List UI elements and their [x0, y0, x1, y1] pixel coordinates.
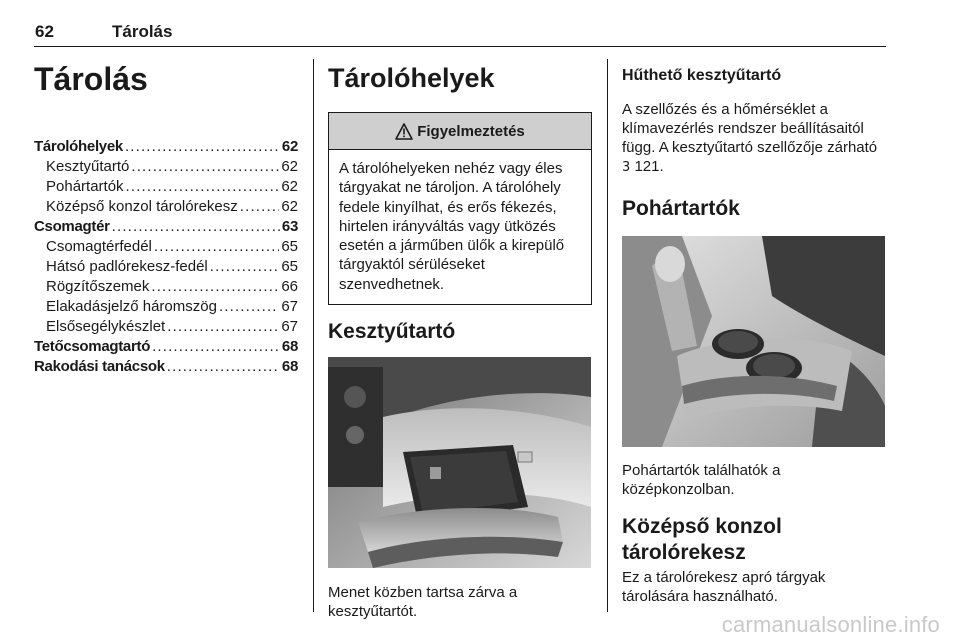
toc-entry-page: 63: [281, 218, 298, 235]
section-title-cooled-glovebox: Hűthető kesztyűtartó: [622, 67, 782, 84]
toc-entry-label: Kesztyűtartó: [46, 158, 130, 175]
toc-entry-page: 62: [281, 158, 298, 175]
toc-leader-dots: [240, 197, 280, 217]
toc-entry-page: 62: [281, 198, 298, 215]
column-divider-right: [607, 59, 608, 612]
toc-entry-label: Középső konzol tárolórekesz: [46, 198, 238, 215]
toc-leader-dots: [112, 217, 280, 237]
toc-entry-page: 66: [281, 278, 298, 295]
toc-entry: [34, 257, 298, 277]
toc-entry-label: Csomagtérfedél: [46, 238, 152, 255]
section-title-console-storage: Középső konzol tárolórekesz: [622, 515, 782, 564]
toc-entry: [34, 297, 298, 317]
cupholder-photo: [622, 236, 885, 447]
toc-entry-page: 65: [281, 258, 298, 275]
glovebox-photo: [328, 357, 591, 568]
cupholder-caption: Pohártartók találhatók a középkonzolban.: [622, 462, 781, 498]
toc-entry-label: Csomagtér: [34, 218, 110, 235]
toc-leader-dots: [126, 177, 280, 197]
toc-entry: [34, 317, 298, 337]
section-title-glovebox: Kesztyűtartó: [328, 320, 456, 344]
page-number: 62: [35, 22, 54, 41]
toc-entry-label: Tárolóhelyek: [34, 138, 123, 155]
toc-entry: [34, 177, 298, 197]
toc-leader-dots: [210, 257, 280, 277]
page-reference-icon: 3: [622, 160, 631, 175]
middle-column: [328, 60, 592, 621]
toc-entry-label: Elsősegélykészlet: [46, 318, 166, 335]
toc-entry: [34, 137, 298, 157]
warning-title: Figyelmeztetés: [417, 122, 525, 140]
toc-entry-page: 62: [281, 138, 298, 155]
toc-entry-page: 68: [281, 338, 298, 355]
toc-leader-dots: [152, 337, 280, 357]
warning-triangle-icon: [395, 123, 413, 140]
toc-leader-dots: [167, 357, 280, 377]
toc-entry: [34, 277, 298, 297]
toc-entry-page: 67: [281, 318, 298, 335]
cooled-glovebox-text: A szellőzés és a hőmérséklet a klímavezérlés rendszer beállításaitól függ. A kesztyűtartó szellőzője zárható 3 121.: [622, 101, 878, 175]
toc-leader-dots: [125, 137, 280, 157]
console-storage-caption: Ez a tárolórekesz apró tárgyak tárolására használható.: [622, 569, 826, 605]
chapter-title: Tárolás: [34, 61, 148, 97]
glovebox-caption: Menet közben tartsa zárva a kesztyűtartót.: [328, 584, 518, 621]
toc-entry-label: Tetőcsomagtartó: [34, 338, 151, 355]
toc-entry: [34, 197, 298, 217]
column-divider-left: [313, 59, 314, 612]
warning-header: [329, 113, 591, 150]
toc-leader-dots: [131, 157, 279, 177]
toc-entry-label: Hátsó padlórekesz-fedél: [46, 258, 208, 275]
toc-entry-label: Rögzítőszemek: [46, 278, 150, 295]
toc-entry-page: 65: [281, 238, 298, 255]
toc-column: [34, 60, 298, 377]
toc-entry: [34, 357, 298, 377]
toc-entry: [34, 237, 298, 257]
toc-entry: [34, 337, 298, 357]
toc-leader-dots: [167, 317, 279, 337]
toc-entry: [34, 217, 298, 237]
toc-entry-page: 62: [281, 178, 298, 195]
toc-entry-label: Elakadásjelző háromszög: [46, 298, 217, 315]
toc-entry: [34, 157, 298, 177]
toc-entry-page: 67: [281, 298, 298, 315]
toc-entry-label: Rakodási tanácsok: [34, 358, 165, 375]
warning-text: A tárolóhelyeken nehéz vagy éles tárgyakat ne tároljon. A tárolóhely fedele kinyílhat, és erős fékezés, hirtelen irányváltás vagy ütközés esetén a járműben ülők a kirepülő tárgyaktól sérüléseket szenvedhetnek.: [339, 160, 565, 293]
warning-box: [328, 112, 592, 305]
section-title-storage: Tárolóhelyek: [328, 63, 495, 93]
toc-entry-label: Pohártartók: [46, 178, 124, 195]
table-of-contents: [34, 137, 298, 377]
toc-leader-dots: [151, 277, 279, 297]
toc-entry-page: 68: [281, 358, 298, 375]
right-column: [622, 60, 886, 606]
toc-leader-dots: [154, 237, 279, 257]
section-title-cupholders: Pohártartók: [622, 197, 740, 220]
header-rule: [34, 46, 886, 47]
running-header: Tárolás: [112, 22, 173, 41]
watermark: carmanualsonline.info: [721, 612, 940, 637]
toc-leader-dots: [219, 297, 279, 317]
